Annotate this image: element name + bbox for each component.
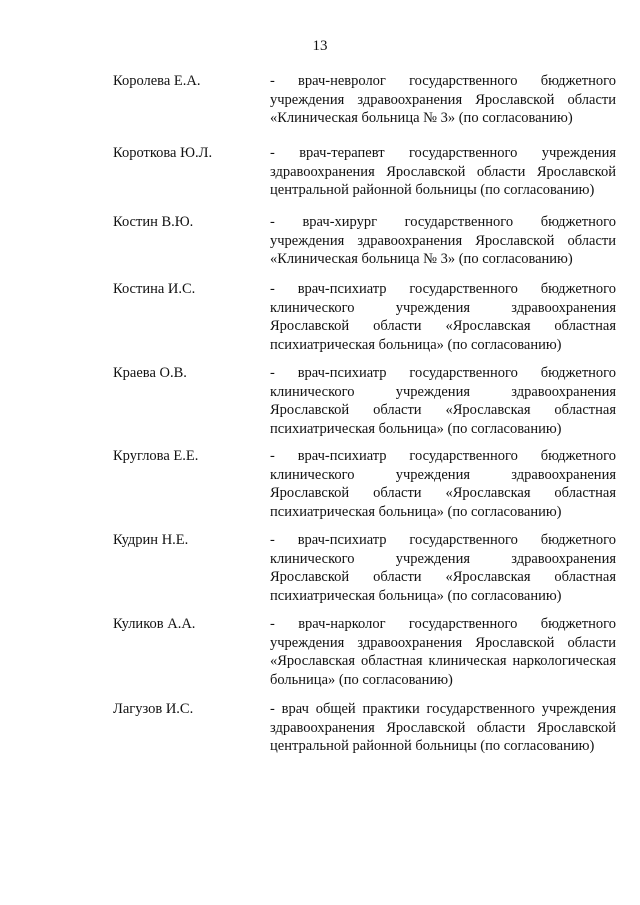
member-name: Кудрин Н.Е. bbox=[113, 532, 189, 548]
member-name: Костин В.Ю. bbox=[113, 214, 194, 230]
member-name: Королева Е.А. bbox=[113, 73, 201, 89]
member-position: - врач общей практики государственного учреждения здравоохранения Ярославской области Ярославской центральной районной больницы (по согласованию) bbox=[270, 701, 616, 755]
member-name: Лагузов И.С. bbox=[113, 701, 194, 717]
member-position: - врач-терапевт государственного учреждения здравоохранения Ярославской области Ярославской центральной районной больницы (по согласованию) bbox=[270, 145, 616, 199]
member-name: Круглова Е.Е. bbox=[113, 448, 199, 464]
member-position: - врач-хирург государственного бюджетного учреждения здравоохранения Ярославской области «Клиническая больница № 3» (по согласованию) bbox=[270, 214, 616, 268]
member-name: Костина И.С. bbox=[113, 281, 196, 297]
member-position: - врач-нарколог государственного бюджетного учреждения здравоохранения Ярославской области «Ярославская областная клиническая наркологическая больница» (по согласованию) bbox=[270, 616, 616, 688]
member-name: Краева О.В. bbox=[113, 365, 187, 381]
member-position: - врач-психиатр государственного бюджетного клинического учреждения здравоохранения Ярославской области «Ярославская областная психиатрическая больница» (по согласованию) bbox=[270, 532, 616, 604]
member-position: - врач-невролог государственного бюджетного учреждения здравоохранения Ярославской области «Клиническая больница № 3» (по согласованию) bbox=[270, 73, 616, 127]
member-position: - врач-психиатр государственного бюджетного клинического учреждения здравоохранения Ярославской области «Ярославская областная психиатрическая больница» (по согласованию) bbox=[270, 365, 616, 437]
member-name: Куликов А.А. bbox=[113, 616, 196, 632]
member-position: - врач-психиатр государственного бюджетного клинического учреждения здравоохранения Ярославской области «Ярославская областная психиатрическая больница» (по согласованию) bbox=[270, 281, 616, 353]
member-position: - врач-психиатр государственного бюджетного клинического учреждения здравоохранения Ярославской области «Ярославская областная психиатрическая больница» (по согласованию) bbox=[270, 448, 616, 520]
page-number: 13 bbox=[312, 38, 328, 54]
member-name: Короткова Ю.Л. bbox=[113, 145, 213, 161]
